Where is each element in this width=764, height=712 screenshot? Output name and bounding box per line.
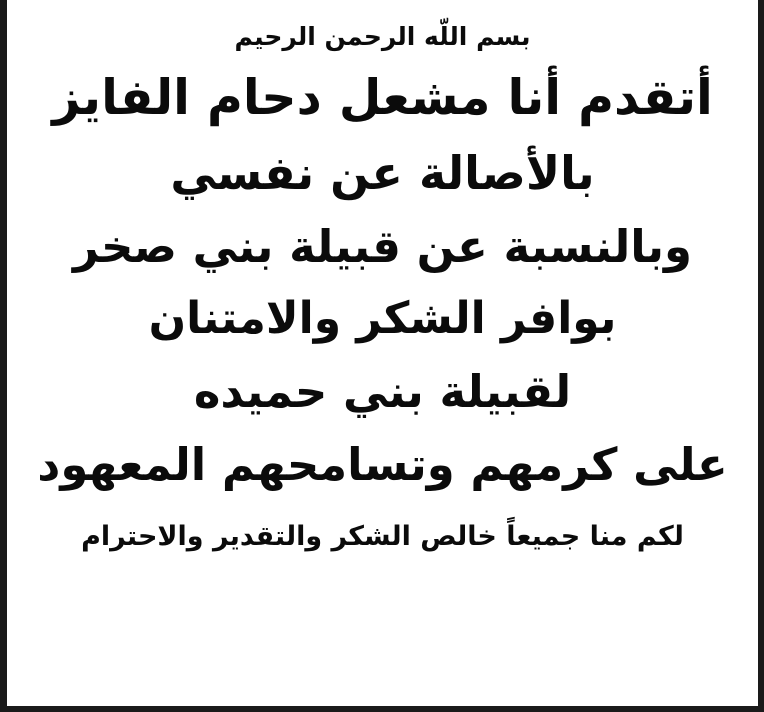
- announcement-line-1: أتقدم أنا مشعل دحام الفايز: [52, 69, 713, 126]
- announcement-line-6: على كرمهم وتسامحهم المعهود: [37, 438, 728, 491]
- announcement-body: [7, 0, 758, 706]
- page-border-bottom: [0, 706, 764, 712]
- page-border-left: [0, 0, 7, 712]
- page-border-right: [758, 0, 764, 712]
- announcement-line-4: بوافر الشكر والامتنان: [148, 293, 617, 344]
- announcement-line-3: وبالنسبة عن قبيلة بني صخر: [73, 220, 692, 273]
- basmala-text: بسم اللّه الرحمن الرحيم: [234, 22, 531, 51]
- announcement-line-2: بالأصالة عن نفسي: [170, 146, 595, 200]
- announcement-closing-line: لكم منا جميعاً خالص الشكر والتقدير والاحترام: [81, 521, 684, 552]
- announcement-line-5: لقبيلة بني حميده: [193, 365, 572, 418]
